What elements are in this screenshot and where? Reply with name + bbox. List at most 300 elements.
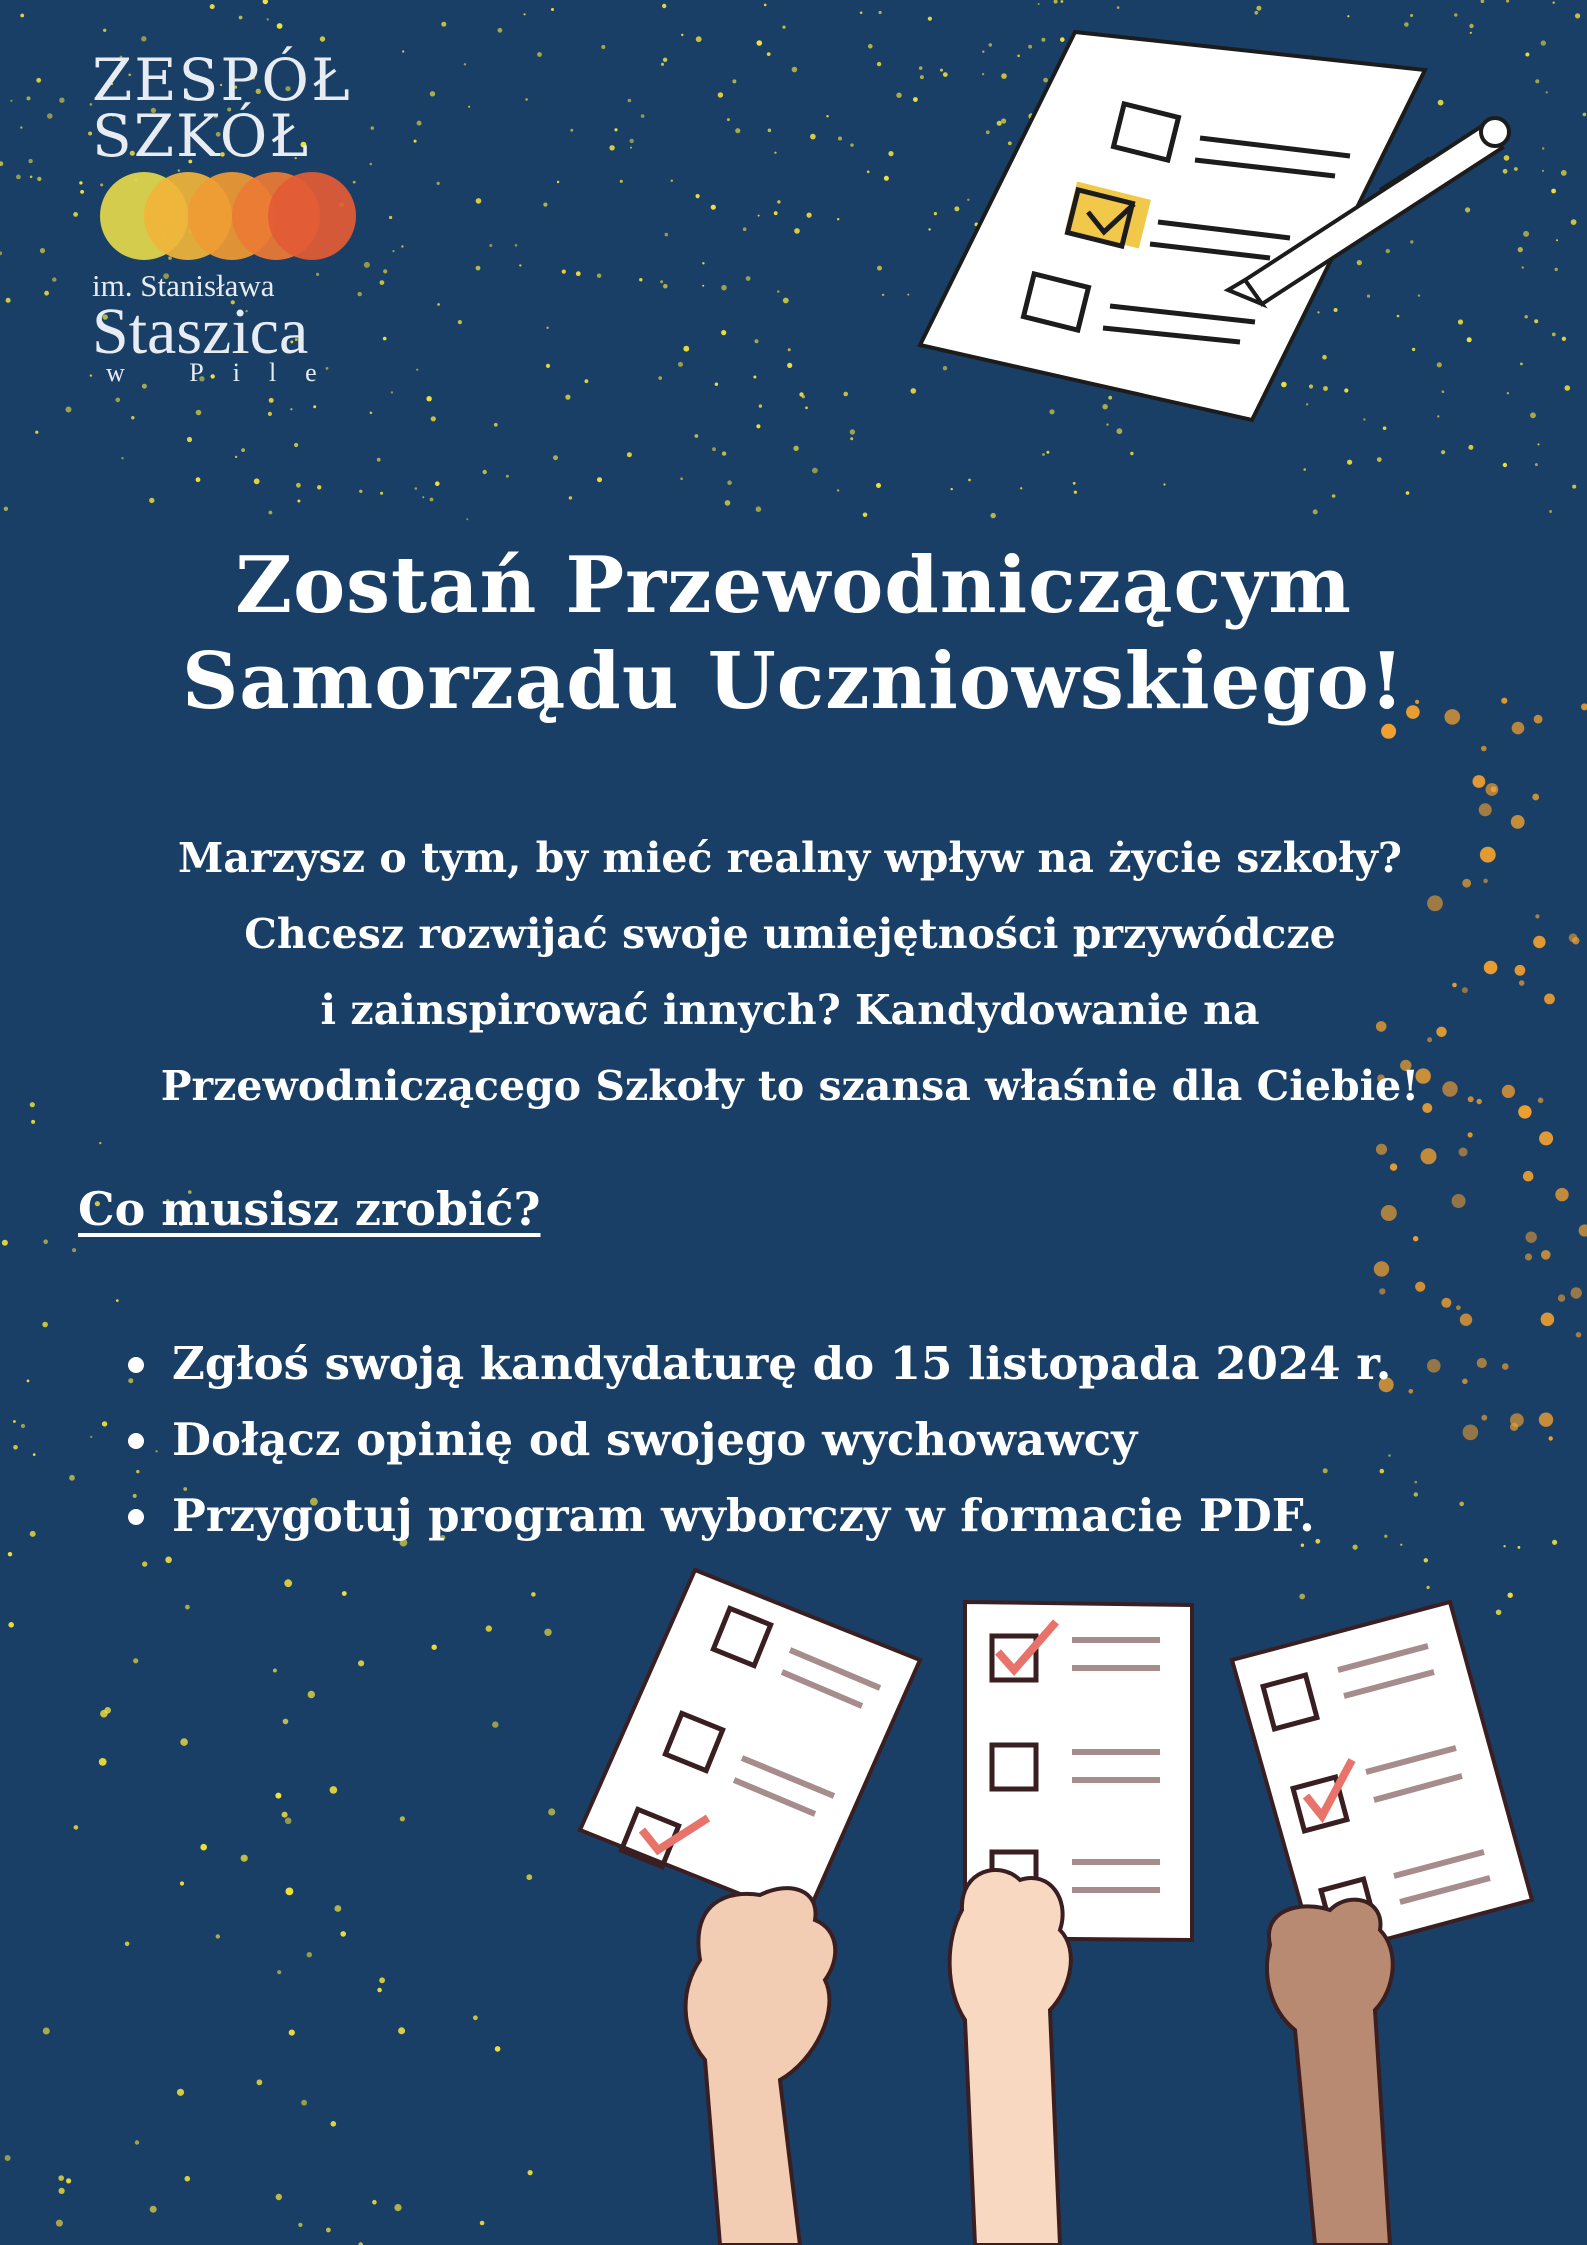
- logo-text-line2: SZKÓŁ: [92, 102, 311, 170]
- speckle: [1406, 491, 1410, 495]
- speckle: [537, 52, 542, 57]
- speckle: [1510, 1413, 1524, 1427]
- speckle: [838, 137, 842, 141]
- speckle: [1481, 746, 1487, 752]
- speckle: [1038, 3, 1040, 5]
- speckle: [196, 410, 202, 416]
- speckle: [1381, 1205, 1397, 1221]
- speckle: [1303, 468, 1306, 471]
- speckle: [1386, 249, 1390, 253]
- logo-circles-icon: [92, 172, 362, 262]
- intro-line2: Chcesz rozwijać swoje umiejętności przywódcze: [244, 910, 1336, 958]
- speckle: [620, 180, 623, 183]
- speckle: [494, 423, 498, 427]
- speckle: [1507, 392, 1509, 394]
- speckle: [466, 518, 468, 520]
- section-heading: Co musisz zrobić?: [78, 1182, 541, 1236]
- speckle: [639, 278, 642, 281]
- speckle: [1553, 2, 1555, 4]
- speckle: [1397, 315, 1400, 318]
- speckle: [239, 16, 243, 20]
- speckle: [426, 396, 431, 401]
- speckle: [896, 93, 901, 98]
- speckle: [1519, 980, 1525, 986]
- speckle: [28, 159, 32, 163]
- speckle: [437, 303, 440, 306]
- speckle: [843, 392, 848, 397]
- bullet-icon: [128, 1509, 144, 1525]
- speckle: [1410, 14, 1413, 17]
- speckle: [6, 298, 11, 303]
- speckle: [1546, 91, 1548, 93]
- speckle: [116, 398, 121, 403]
- speckle: [340, 1931, 346, 1937]
- list-item: [128, 1402, 1391, 1478]
- speckle: [30, 1102, 35, 1107]
- speckle: [1460, 1314, 1472, 1326]
- speckle: [1561, 170, 1567, 176]
- speckle: [414, 140, 417, 143]
- speckle: [1518, 247, 1523, 252]
- speckle: [543, 203, 547, 207]
- speckle: [879, 11, 882, 14]
- speckle: [394, 2204, 401, 2211]
- speckle: [1518, 1105, 1531, 1118]
- speckle: [524, 13, 526, 15]
- speckle: [35, 431, 38, 434]
- speckle: [185, 1605, 190, 1610]
- speckle: [1001, 73, 1007, 79]
- speckle: [1441, 1298, 1451, 1308]
- speckle: [627, 452, 632, 457]
- speckle: [570, 129, 573, 132]
- speckle: [1541, 1313, 1555, 1327]
- speckle: [307, 1952, 312, 1957]
- speckle: [1576, 1332, 1582, 1338]
- speckle: [431, 416, 436, 421]
- speckle: [335, 1905, 342, 1912]
- speckle: [1515, 965, 1526, 976]
- speckle: [1542, 170, 1544, 172]
- speckle: [525, 98, 527, 100]
- speckle: [216, 1934, 220, 1938]
- speckle: [565, 395, 570, 400]
- speckle: [104, 1707, 111, 1714]
- speckle: [99, 1142, 101, 1144]
- speckle: [1535, 463, 1538, 466]
- speckle: [1424, 1558, 1428, 1562]
- speckle: [722, 451, 726, 455]
- speckle: [1463, 1425, 1479, 1441]
- speckle: [1558, 1294, 1565, 1301]
- speckle: [920, 75, 924, 79]
- speckle: [1551, 189, 1556, 194]
- speckle: [416, 369, 418, 371]
- speckle: [1409, 1389, 1414, 1394]
- speckle: [135, 2140, 139, 2144]
- speckle: [37, 177, 41, 181]
- speckle: [330, 1786, 338, 1794]
- speckle: [810, 134, 816, 140]
- speckle: [759, 404, 762, 407]
- speckle: [1555, 268, 1558, 271]
- speckle: [13, 1420, 16, 1423]
- speckle: [1117, 428, 1123, 434]
- speckle: [551, 8, 554, 11]
- speckle: [562, 270, 566, 274]
- speckle: [1046, 451, 1049, 454]
- speckle: [1549, 510, 1552, 513]
- speckle: [876, 483, 881, 488]
- speckle: [1571, 219, 1577, 225]
- speckle: [1108, 396, 1112, 400]
- speckle: [473, 2015, 478, 2020]
- speckle: [671, 180, 673, 182]
- speckle: [1465, 207, 1470, 212]
- speckle: [1421, 1148, 1437, 1164]
- speckle: [1254, 11, 1258, 15]
- speckle: [43, 1239, 48, 1244]
- speckle: [1367, 295, 1370, 298]
- speckle: [180, 1881, 184, 1885]
- speckle: [33, 1453, 36, 1456]
- speckle: [546, 364, 550, 368]
- speckle: [441, 22, 446, 27]
- speckle: [1383, 426, 1387, 430]
- speckle: [1541, 40, 1546, 45]
- speckle: [783, 298, 789, 304]
- speckle: [296, 483, 301, 488]
- speckle: [492, 1721, 498, 1727]
- speckle: [1538, 1098, 1544, 1104]
- speckle: [1459, 1148, 1468, 1157]
- speckle: [283, 1719, 289, 1725]
- speckle: [103, 29, 106, 32]
- speckle: [1539, 1413, 1553, 1427]
- speckle: [125, 1942, 130, 1947]
- speckle: [79, 181, 82, 184]
- speckle: [36, 78, 41, 83]
- speckle: [391, 391, 393, 393]
- speckle: [297, 500, 300, 503]
- speckle: [476, 266, 481, 271]
- speckle: [1414, 1492, 1418, 1496]
- speckle: [342, 1591, 347, 1596]
- speckle: [59, 98, 64, 103]
- speckle: [802, 395, 805, 398]
- school-logo: [92, 46, 362, 387]
- speckle: [290, 408, 292, 410]
- speckle: [1462, 1379, 1468, 1385]
- logo-text-im: im. Stanisława: [92, 268, 275, 303]
- intro-line4: Przewodniczącego Szkoły to szansa właśnie dla Ciebie!: [160, 1062, 1420, 1110]
- speckle: [282, 1812, 288, 1818]
- speckle: [661, 63, 664, 66]
- speckle: [464, 63, 466, 65]
- speckle: [967, 199, 969, 201]
- speckle: [2, 1240, 8, 1246]
- speckle: [557, 181, 559, 183]
- speckle: [1503, 169, 1508, 174]
- speckle: [241, 448, 245, 452]
- speckle: [681, 34, 683, 36]
- speckle: [495, 2046, 501, 2052]
- speckle: [1468, 1132, 1473, 1137]
- speckle: [1541, 1250, 1551, 1260]
- speckle: [1525, 53, 1529, 57]
- speckle: [1061, 0, 1064, 3]
- speckle: [877, 266, 882, 271]
- speckle: [982, 73, 984, 75]
- speckle: [721, 285, 727, 291]
- speckle: [528, 2170, 533, 2175]
- speckle: [131, 416, 134, 419]
- speckle: [1502, 1363, 1509, 1370]
- speckle: [663, 284, 668, 289]
- speckle: [371, 126, 374, 129]
- speckle: [1491, 786, 1497, 792]
- speckle: [435, 481, 440, 486]
- speckle: [486, 1625, 492, 1631]
- speckle: [20, 14, 24, 18]
- intro-line1: Marzysz o tym, by mieć realny wpływ na życie szkoły?: [178, 834, 1402, 882]
- speckle: [506, 475, 509, 478]
- speckle: [268, 412, 272, 416]
- speckle: [553, 455, 558, 460]
- speckle: [196, 477, 201, 482]
- speckle: [141, 36, 146, 41]
- speckle: [526, 1874, 532, 1880]
- speckle: [702, 285, 704, 287]
- speckle: [1525, 315, 1528, 318]
- speckle: [787, 363, 792, 368]
- speckle: [641, 114, 645, 118]
- step-text: Przygotuj program wyborczy w formacie PDF.: [172, 1489, 1315, 1542]
- speckle: [951, 488, 953, 490]
- speckle: [401, 245, 403, 247]
- bullet-icon: [128, 1357, 144, 1373]
- speckle: [1511, 815, 1525, 829]
- speckle: [8, 1552, 12, 1556]
- speckle: [383, 269, 387, 273]
- speckle: [185, 2176, 191, 2182]
- speckle: [1347, 15, 1349, 17]
- speckle: [1418, 294, 1420, 296]
- speckle: [430, 91, 435, 96]
- speckle: [982, 51, 984, 53]
- speckle: [177, 2089, 184, 2096]
- speckle: [743, 227, 747, 231]
- speckle: [364, 262, 370, 268]
- speckle: [1503, 463, 1507, 467]
- speckle: [711, 205, 716, 210]
- speckle: [72, 1248, 76, 1252]
- speckle: [727, 118, 730, 121]
- speckle: [210, 4, 215, 9]
- speckle: [257, 2079, 263, 2085]
- speckle: [678, 362, 683, 367]
- speckle: [1415, 1481, 1418, 1484]
- speckle: [458, 320, 462, 324]
- speckle: [1377, 457, 1382, 462]
- speckle: [1412, 348, 1415, 351]
- speckle: [1523, 231, 1529, 237]
- speckle: [392, 250, 394, 252]
- speckle: [301, 2100, 307, 2106]
- speckle: [30, 1531, 36, 1537]
- speckle: [1508, 1593, 1513, 1598]
- speckle: [1404, 22, 1409, 27]
- speckle: [1042, 453, 1045, 456]
- speckle: [1470, 32, 1472, 34]
- speckle: [398, 2027, 405, 2034]
- speckle: [370, 412, 373, 415]
- speckle: [1542, 147, 1544, 149]
- speckle: [793, 446, 798, 451]
- speckle: [331, 2121, 337, 2127]
- speckle: [1572, 485, 1576, 489]
- speckle: [69, 1475, 75, 1481]
- speckle: [548, 1808, 555, 1815]
- speckle: [56, 2220, 63, 2227]
- title-line1: Zostań Przewodniczącym: [235, 540, 1352, 631]
- speckle: [1569, 933, 1578, 942]
- speckle: [991, 513, 996, 518]
- speckle: [150, 2206, 157, 2213]
- speckle: [695, 434, 699, 438]
- speckle: [308, 1691, 315, 1698]
- speckle: [665, 233, 669, 237]
- speckle: [943, 72, 948, 77]
- speckle: [1117, 6, 1120, 9]
- speckle: [1456, 1305, 1461, 1310]
- speckle: [630, 139, 634, 143]
- speckle: [1379, 1288, 1385, 1294]
- speckle: [379, 1977, 385, 1983]
- speckle: [943, 366, 947, 370]
- speckle: [326, 2228, 331, 2233]
- page-title: [0, 538, 1587, 730]
- speckle: [696, 194, 700, 198]
- speckle: [1525, 1253, 1532, 1260]
- speckle: [735, 128, 740, 133]
- speckle: [877, 62, 881, 66]
- speckle: [1043, 78, 1048, 83]
- speckle: [1322, 355, 1327, 360]
- speckle: [1415, 1282, 1425, 1292]
- speckle: [725, 500, 731, 506]
- speckle: [934, 212, 937, 215]
- speckle: [66, 2178, 71, 2183]
- speckle: [1583, 113, 1587, 117]
- speckle: [683, 346, 689, 352]
- speckle: [294, 443, 298, 447]
- speckle: [1442, 390, 1445, 393]
- speckle: [753, 376, 756, 379]
- speckle: [468, 106, 470, 108]
- speckle: [20, 126, 22, 128]
- speckle: [756, 424, 760, 428]
- speckle: [1458, 319, 1463, 324]
- speckle: [837, 489, 839, 491]
- speckle: [1469, 24, 1473, 28]
- speckle: [142, 1561, 147, 1566]
- speckle: [1555, 1188, 1568, 1201]
- speckle: [940, 69, 943, 72]
- logo-text-city: w Pile: [106, 358, 346, 387]
- list-item: [128, 1478, 1391, 1554]
- speckle: [812, 468, 818, 474]
- speckle: [805, 407, 808, 410]
- speckle: [180, 1738, 188, 1746]
- speckle: [867, 171, 870, 174]
- speckle: [400, 1816, 405, 1821]
- speckle: [10, 100, 12, 102]
- speckle: [660, 280, 663, 283]
- speckle: [1437, 415, 1439, 417]
- speckle: [515, 244, 518, 247]
- speckle: [489, 244, 492, 247]
- speckle: [569, 496, 572, 499]
- speckle: [1332, 494, 1336, 498]
- speckle: [826, 115, 828, 117]
- logo-circle: [268, 172, 356, 260]
- speckle: [777, 200, 780, 203]
- speckle: [254, 478, 260, 484]
- speckle: [317, 485, 321, 489]
- speckle: [58, 2175, 64, 2181]
- speckle: [286, 1888, 294, 1896]
- speckle: [576, 271, 581, 276]
- speckle: [663, 58, 667, 62]
- speckle: [377, 458, 381, 462]
- speckle: [764, 4, 767, 7]
- speckle: [1468, 445, 1473, 450]
- speckle: [269, 398, 274, 403]
- speckle: [1556, 239, 1558, 241]
- speckle: [884, 176, 889, 181]
- speckle: [1520, 363, 1523, 366]
- speckle: [16, 175, 21, 180]
- speckle: [1130, 452, 1133, 455]
- speckle: [868, 44, 873, 49]
- logo-text-line1: ZESPÓŁ: [92, 46, 352, 114]
- speckle: [432, 1645, 437, 1650]
- speckle: [630, 147, 632, 149]
- speckle: [59, 2188, 65, 2194]
- speckle: [1562, 337, 1566, 341]
- speckle: [1538, 443, 1540, 445]
- speckle: [546, 327, 548, 329]
- speckle: [1306, 403, 1308, 405]
- speckle: [913, 97, 918, 102]
- speckle: [1565, 385, 1571, 391]
- speckle: [928, 17, 932, 21]
- speckle: [837, 218, 839, 220]
- speckle: [1410, 240, 1413, 243]
- speckle: [727, 480, 732, 485]
- speckle: [102, 1421, 107, 1426]
- speckle: [1534, 319, 1538, 323]
- speckle: [968, 479, 971, 482]
- speckle: [911, 388, 917, 394]
- speckle: [718, 92, 723, 97]
- speckle: [1454, 13, 1457, 16]
- speckle: [756, 506, 762, 512]
- speckle: [777, 290, 779, 292]
- speckle: [850, 143, 853, 146]
- speckle: [585, 379, 589, 383]
